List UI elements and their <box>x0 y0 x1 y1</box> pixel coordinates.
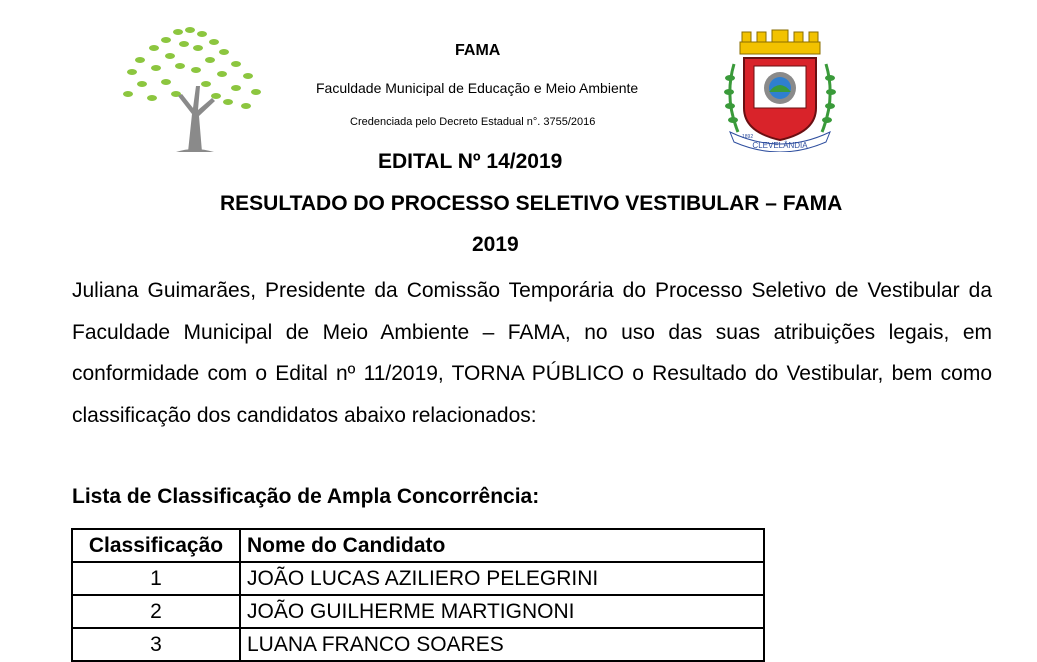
institution-short-name: FAMA <box>455 42 501 59</box>
edital-number: EDITAL Nº 14/2019 <box>378 150 563 173</box>
classification-table <box>71 528 765 662</box>
body-paragraph: Juliana Guimarães, Presidente da Comissão Temporária do Processo Seletivo de Vestibular da Faculdade Municipal de Meio Ambiente – FAMA, no uso das suas atribuições legais, em conformidade com o Edital nº 11/2019, TORNA PÚBLICO o Resultado do Vestibular, bem como classificação dos candidatos abaixo relacionados: <box>72 279 992 427</box>
fama-tree-logo <box>118 22 268 154</box>
document-year: 2019 <box>472 233 519 256</box>
candidate-name-cell: JOÃO GUILHERME MARTIGNONI <box>240 595 764 628</box>
document-title: RESULTADO DO PROCESSO SELETIVO VESTIBULAR – FAMA <box>220 192 843 215</box>
rank-cell: 3 <box>72 628 240 661</box>
list-title: Lista de Classificação de Ampla Concorrência: <box>72 485 540 508</box>
crest-ribbon-year: 1892 <box>742 134 754 140</box>
column-header-candidate-name: Nome do Candidato <box>240 529 764 562</box>
table-header-row <box>72 529 764 562</box>
municipal-crest <box>720 28 840 152</box>
accreditation-text: Credenciada pelo Decreto Estadual n°. 3755/2016 <box>350 116 596 128</box>
table-row <box>72 595 764 628</box>
candidate-name-cell: LUANA FRANCO SOARES <box>240 628 764 661</box>
rank-cell: 1 <box>72 562 240 595</box>
crest-caption: CLEVELÂNDIA <box>752 141 808 150</box>
table-row <box>72 562 764 595</box>
column-header-classification: Classificação <box>72 529 240 562</box>
table-row <box>72 628 764 661</box>
institution-full-name: Faculdade Municipal de Educação e Meio Ambiente <box>316 80 639 96</box>
rank-cell: 2 <box>72 595 240 628</box>
candidate-name-cell: JOÃO LUCAS AZILIERO PELEGRINI <box>240 562 764 595</box>
